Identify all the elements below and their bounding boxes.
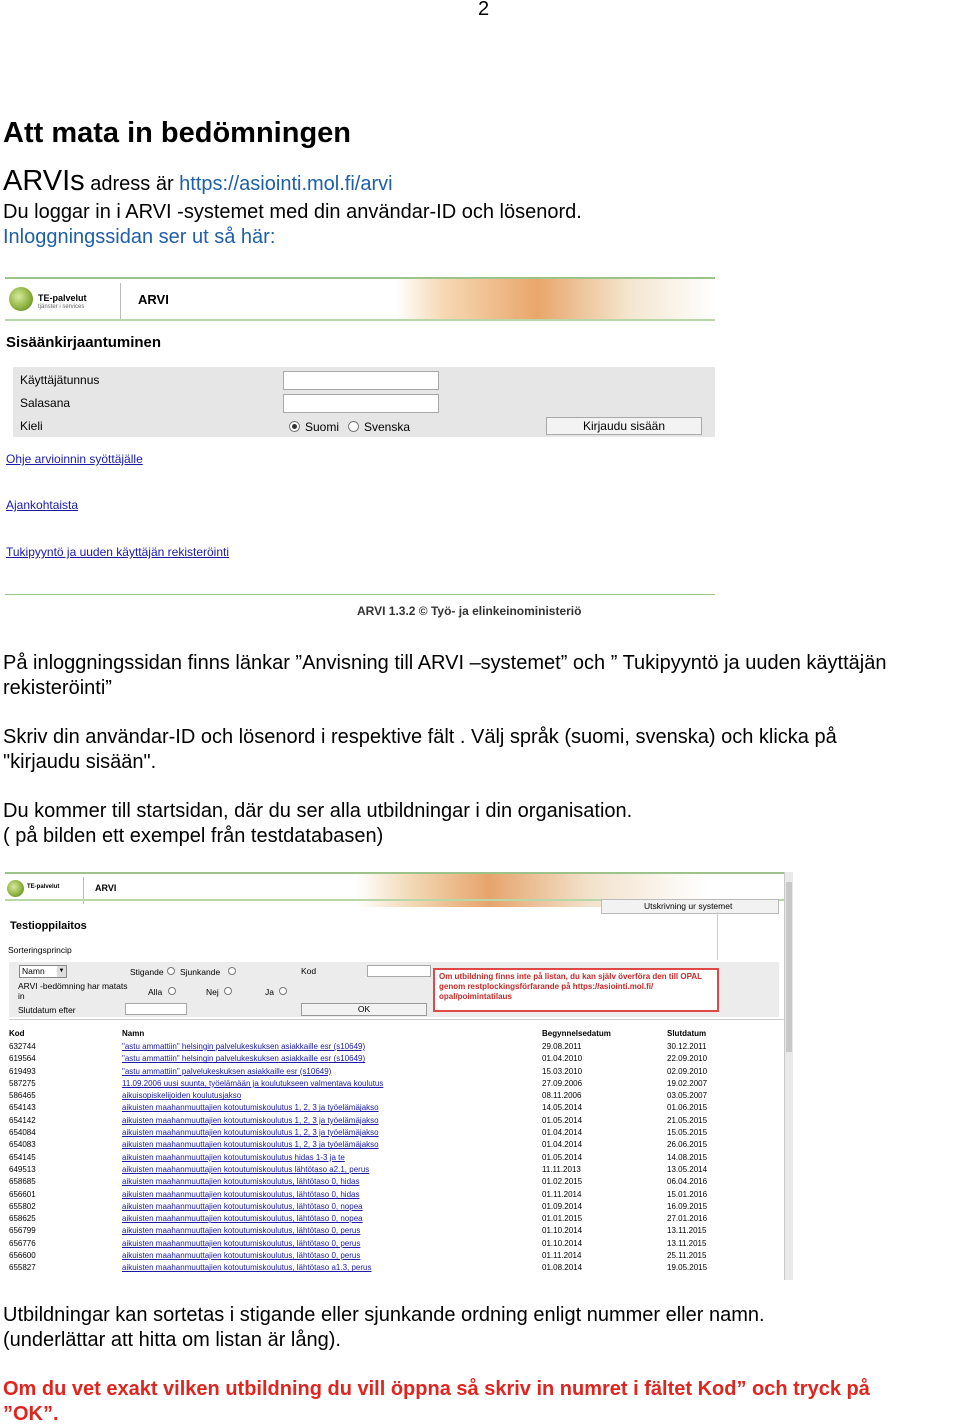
- table-row[interactable]: [9, 1041, 747, 1053]
- no-label: Nej: [206, 987, 219, 997]
- paragraph-login-instr-line-1: Skriv din användar-ID och lösenord i respektive fält . Välj språk (suomi, svenska) och klicka på: [3, 726, 837, 748]
- login-header: [5, 277, 715, 321]
- table-row[interactable]: [9, 1213, 747, 1225]
- table-row[interactable]: [9, 1189, 747, 1201]
- cell-kod: 654145: [9, 1152, 36, 1162]
- paragraph-kod-tip-line-2: ”OK”.: [3, 1403, 59, 1425]
- cell-kod: 654083: [9, 1140, 36, 1150]
- done-label-line-1: ARVI -bedömning har matats: [18, 981, 128, 991]
- cell-begin: 01.05.2014: [542, 1152, 583, 1162]
- cell-namn[interactable]: aikuisten maahanmuuttajien kotoutumiskoulutus 1, 2, 3 ja työelämäjakso: [122, 1103, 379, 1113]
- login-form: [13, 367, 715, 437]
- asc-label: Stigande: [130, 967, 164, 977]
- org-name: Testioppilaitos: [10, 920, 87, 932]
- radio-yes[interactable]: [279, 987, 287, 995]
- password-input[interactable]: [283, 394, 439, 413]
- app-name: ARVI: [95, 883, 117, 893]
- page-number: 2: [478, 0, 490, 20]
- paragraph-kod-tip-line-1: Om du vet exakt vilken utbildning du vill öppna så skriv in numret i fältet Kod” och tryck på: [3, 1378, 870, 1400]
- cell-namn[interactable]: aikuisten maahanmuuttajien kotoutumiskoulutus, lähtötaso 0, perus: [122, 1226, 361, 1236]
- cell-begin: 01.04.2014: [542, 1140, 583, 1150]
- radio-suomi[interactable]: [289, 421, 300, 432]
- cell-end: 14.08.2015: [667, 1152, 708, 1162]
- cell-end: 02.09.2010: [667, 1066, 708, 1076]
- password-label: Salasana: [20, 396, 71, 410]
- cell-kod: 658625: [9, 1214, 36, 1224]
- cell-end: 15.01.2016: [667, 1189, 708, 1199]
- table-row[interactable]: [9, 1262, 747, 1274]
- login-screenshot: [5, 277, 715, 622]
- cell-begin: 01.04.2010: [542, 1054, 583, 1064]
- cell-begin: 14.05.2014: [542, 1103, 583, 1113]
- cell-begin: 01.02.2015: [542, 1177, 583, 1187]
- cell-namn[interactable]: aikuisten maahanmuuttajien kotoutumiskoulutus, lähtötaso 0, hidas: [122, 1189, 360, 1199]
- cell-end: 03.05.2007: [667, 1091, 708, 1101]
- cell-namn[interactable]: "astu ammattiin" palvelukeskuksen asiakkaille esr (s10649): [122, 1066, 332, 1076]
- cell-begin: 01.10.2014: [542, 1226, 583, 1236]
- cell-namn[interactable]: aikuisten maahanmuuttajien kotoutumiskoulutus hidas 1-3 ja te: [122, 1152, 345, 1162]
- cell-kod: 656799: [9, 1226, 36, 1236]
- news-link[interactable]: Ajankohtaista: [6, 498, 79, 512]
- cell-begin: 01.11.2014: [542, 1189, 582, 1199]
- login-title: Sisäänkirjaantuminen: [6, 334, 162, 351]
- cell-kod: 654142: [9, 1115, 36, 1125]
- table-row[interactable]: [9, 1066, 747, 1078]
- paragraph-sorting-line-1: Utbildningar kan sortetas i stigande eller sjunkande ordning enligt nummer eller namn.: [3, 1304, 765, 1326]
- cell-end: 19.02.2007: [667, 1078, 708, 1088]
- cell-begin: 01.10.2014: [542, 1238, 583, 1248]
- table-row[interactable]: [9, 1078, 747, 1090]
- cell-namn[interactable]: 11.09.2006 uusi suunta, työelämään ja koulutukseen valmentava koulutus: [122, 1078, 384, 1088]
- language-label: Kieli: [20, 419, 43, 433]
- cell-begin: 01.11.2014: [542, 1251, 582, 1261]
- cell-namn[interactable]: aikuisten maahanmuuttajien kotoutumiskoulutus, lähtötaso 0, hidas: [122, 1177, 360, 1187]
- cell-namn[interactable]: aikuisten maahanmuuttajien kotoutumiskoulutus, lähtötaso 0, nopea: [122, 1214, 363, 1224]
- cell-kod: 656600: [9, 1251, 36, 1261]
- cell-end: 16.09.2015: [667, 1201, 708, 1211]
- end-date-label: Slutdatum efter: [18, 1005, 76, 1015]
- cell-end: 13.11.2015: [667, 1226, 707, 1236]
- cell-begin: 01.05.2014: [542, 1115, 583, 1125]
- cell-end: 06.04.2016: [667, 1177, 708, 1187]
- svenska-label: Svenska: [364, 420, 411, 434]
- login-footer: ARVI 1.3.2 © Työ- ja elinkeinoministeriö: [357, 604, 582, 618]
- table-row[interactable]: [9, 1164, 747, 1176]
- org-divider: [717, 912, 718, 960]
- te-logo-icon: [9, 287, 33, 311]
- brand-name: TE-palvelut: [27, 884, 60, 890]
- cell-begin: 01.08.2014: [542, 1263, 583, 1273]
- cell-namn[interactable]: aikuisten maahanmuuttajien kotoutumiskoulutus 1, 2, 3 ja työelämäjakso: [122, 1140, 379, 1150]
- cell-end: 27.01.2016: [667, 1214, 708, 1224]
- col-namn[interactable]: Namn: [122, 1028, 145, 1038]
- cell-end: 26.06.2015: [667, 1140, 708, 1150]
- header-divider: [120, 283, 121, 319]
- cell-begin: 15.03.2010: [542, 1066, 583, 1076]
- paragraph-links: [3, 651, 886, 701]
- help-link[interactable]: Ohje arvioinnin syöttäjälle: [6, 452, 143, 466]
- paragraph-startpage-line-1: Du kommer till startsidan, där du ser alla utbildningar i din organisation.: [3, 800, 633, 822]
- cell-namn[interactable]: aikuisopiskelijoiden koulutusjakso: [122, 1091, 242, 1101]
- cell-namn[interactable]: aikuisten maahanmuuttajien kotoutumiskoulutus, lähtötaso a1.3, perus: [122, 1263, 372, 1273]
- arvi-label: ARVIs: [3, 165, 85, 197]
- arvi-url-link[interactable]: https://asiointi.mol.fi/arvi: [179, 173, 393, 195]
- scrollbar-thumb[interactable]: [786, 882, 792, 1052]
- header-bar: [5, 319, 715, 321]
- table-row[interactable]: [9, 1053, 747, 1065]
- username-label: Käyttäjätunnus: [20, 373, 100, 387]
- cell-begin: 01.01.2015: [542, 1214, 583, 1224]
- cell-end: 01.06.2015: [667, 1103, 708, 1113]
- cell-namn[interactable]: aikuisten maahanmuuttajien kotoutumiskoulutus, lähtötaso 0, nopea: [122, 1201, 363, 1211]
- table-row[interactable]: [9, 1238, 747, 1250]
- scrollbar[interactable]: [784, 872, 793, 1280]
- cell-namn[interactable]: "astu ammattiin" helsingin palvelukeskuksen asiakkaille esr (s10649): [122, 1042, 366, 1051]
- cell-end: 25.11.2015: [667, 1251, 707, 1261]
- chevron-down-icon: ▼: [57, 966, 66, 977]
- paragraph-links-line-2: rekisteröinti”: [3, 677, 112, 699]
- cell-namn[interactable]: "astu ammattiin" helsingin palvelukeskuksen asiakkaille esr (s10649): [122, 1054, 366, 1064]
- end-date-input[interactable]: [125, 1003, 187, 1015]
- col-begin[interactable]: Begynnelsedatum: [542, 1028, 611, 1038]
- logout-link[interactable]: Utskrivning ur systemet: [644, 901, 733, 911]
- table-row[interactable]: [9, 1201, 747, 1213]
- cell-kod: 656601: [9, 1189, 36, 1199]
- cell-end: 15.05.2015: [667, 1128, 708, 1138]
- cell-begin: 29.08.2011: [542, 1042, 582, 1051]
- cell-kod: 619493: [9, 1066, 36, 1076]
- paragraph-links-line-1: På inloggningssidan finns länkar ”Anvisning till ARVI –systemet” och ” Tukipyyntö ja uuden käyttäjän: [3, 652, 887, 674]
- cell-namn[interactable]: aikuisten maahanmuuttajien kotoutumiskoulutus lähtötaso a2.1, perus: [122, 1164, 370, 1174]
- cell-kod: 654143: [9, 1103, 36, 1113]
- paragraph-kod-tip: [3, 1377, 870, 1427]
- table-header: [9, 1027, 747, 1041]
- login-page-line: Inloggningssidan ser ut så här:: [3, 226, 276, 248]
- cell-namn[interactable]: aikuisten maahanmuuttajien kotoutumiskoulutus 1, 2, 3 ja työelämäjakso: [122, 1128, 379, 1138]
- radio-all[interactable]: [168, 987, 176, 995]
- radio-descending[interactable]: [228, 967, 236, 975]
- suomi-label: Suomi: [305, 420, 340, 434]
- col-kod[interactable]: Kod: [9, 1028, 25, 1038]
- cell-kod: 654084: [9, 1128, 36, 1138]
- kod-input[interactable]: [367, 965, 431, 977]
- sort-select-value: Namn: [22, 966, 45, 976]
- cell-namn[interactable]: aikuisten maahanmuuttajien kotoutumiskoulutus, lähtötaso 0, perus: [122, 1238, 361, 1248]
- sort-label: Sorteringsprincip: [8, 945, 72, 955]
- cell-kod: 649513: [9, 1164, 36, 1174]
- filter-divider: [9, 1019, 784, 1020]
- cell-namn[interactable]: aikuisten maahanmuuttajien kotoutumiskoulutus 1, 2, 3 ja työelämäjakso: [122, 1115, 379, 1125]
- cell-begin: 01.09.2014: [542, 1201, 583, 1211]
- table-row[interactable]: [9, 1139, 747, 1151]
- cell-kod: 587275: [9, 1078, 36, 1088]
- te-logo-icon: [7, 880, 24, 897]
- cell-end: 30.12.2011: [667, 1042, 707, 1051]
- radio-svenska[interactable]: [348, 421, 359, 432]
- cell-kod: 655802: [9, 1201, 36, 1211]
- paragraph-login-instr-line-2: "kirjaudu sisään".: [3, 751, 157, 773]
- brand-name: TE-palvelut: [38, 293, 87, 303]
- cell-kod: 656776: [9, 1238, 36, 1248]
- paragraph-startpage-line-2: ( på bilden ett exempel från testdatabasen): [3, 825, 384, 847]
- cell-kod: 655827: [9, 1263, 36, 1273]
- cell-begin: 08.11.2006: [542, 1091, 582, 1101]
- warning-box: Om utbildning finns inte på listan, du kan själv överföra den till OPAL genom restplockingsförfarande på https://asiointi.mol.fi/ opal/poimintatilaus: [433, 968, 719, 1012]
- cell-end: 13.11.2015: [667, 1238, 707, 1248]
- support-link[interactable]: Tukipyyntö ja uuden käyttäjän rekisteröinti: [6, 545, 230, 559]
- done-label-line-2: in: [18, 991, 25, 1001]
- cell-end: 21.05.2015: [667, 1115, 708, 1125]
- col-end[interactable]: Slutdatum: [667, 1028, 707, 1038]
- sort-select[interactable]: [19, 965, 67, 978]
- table-row[interactable]: [9, 1176, 747, 1188]
- login-line: Du loggar in i ARVI -systemet med din användar-ID och lösenord.: [3, 201, 582, 223]
- cell-end: 13.05.2014: [667, 1164, 708, 1174]
- cell-end: 19.05.2015: [667, 1263, 708, 1273]
- page-title: Att mata in bedömningen: [3, 117, 351, 149]
- ok-button[interactable]: OK: [301, 1003, 427, 1016]
- table-row[interactable]: [9, 1115, 747, 1127]
- table-row[interactable]: [9, 1250, 747, 1262]
- cell-kod: 632744: [9, 1042, 36, 1051]
- table-row[interactable]: [9, 1152, 747, 1164]
- cell-kod: 619564: [9, 1054, 36, 1064]
- cell-namn[interactable]: aikuisten maahanmuuttajien kotoutumiskoulutus, lähtötaso 0, perus: [122, 1251, 361, 1261]
- address-text: adress är: [84, 173, 180, 195]
- address-line: [3, 165, 393, 198]
- cell-kod: 586465: [9, 1091, 36, 1101]
- course-table: [9, 1027, 747, 1275]
- paragraph-sorting: [3, 1303, 765, 1353]
- desc-label: Sjunkande: [180, 967, 221, 977]
- username-input[interactable]: [283, 371, 439, 390]
- paragraph-startpage: [3, 799, 632, 849]
- table-row[interactable]: [9, 1127, 747, 1139]
- table-row[interactable]: [9, 1225, 747, 1237]
- cell-begin: 11.11.2013: [542, 1164, 581, 1174]
- table-row[interactable]: [9, 1102, 747, 1114]
- radio-ascending[interactable]: [167, 967, 175, 975]
- brand-sub: tjänster i services: [38, 304, 85, 310]
- login-button[interactable]: Kirjaudu sisään: [546, 417, 702, 435]
- cell-begin: 27.09.2006: [542, 1078, 583, 1088]
- yes-label: Ja: [265, 987, 274, 997]
- app-name: ARVI: [138, 292, 169, 307]
- footer-line: [5, 594, 715, 595]
- table-row[interactable]: [9, 1090, 747, 1102]
- startpage-screenshot: [5, 872, 795, 1280]
- cell-kod: 658685: [9, 1177, 36, 1187]
- cell-end: 22.09.2010: [667, 1054, 708, 1064]
- radio-no[interactable]: [224, 987, 232, 995]
- paragraph-login-instr: [3, 725, 837, 775]
- paragraph-sorting-line-2: (underlättar att hitta om listan är lång).: [3, 1329, 341, 1351]
- kod-label: Kod: [301, 966, 317, 976]
- all-label: Alla: [148, 987, 163, 997]
- cell-begin: 01.04.2014: [542, 1128, 583, 1138]
